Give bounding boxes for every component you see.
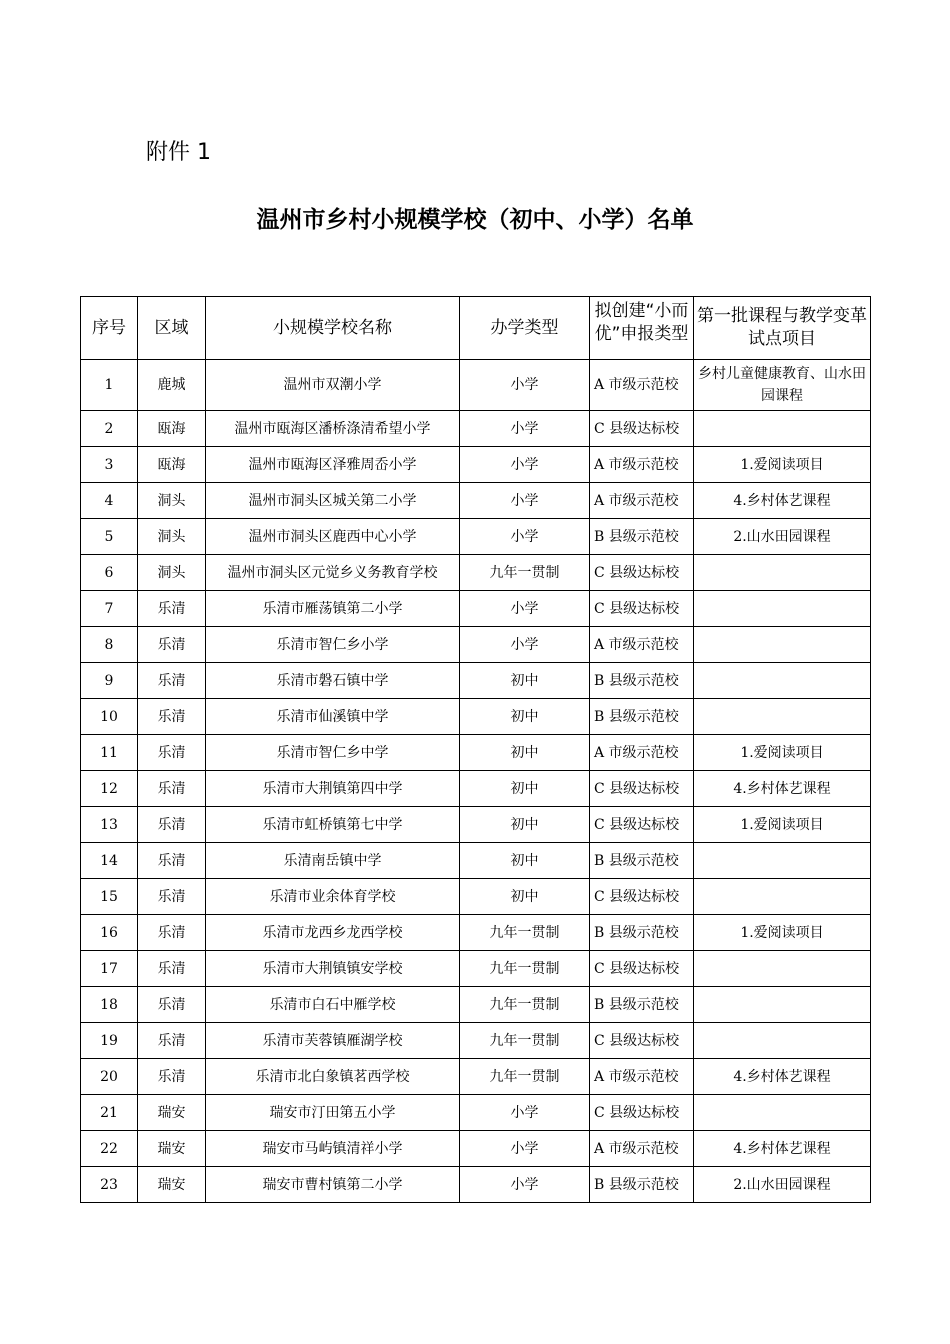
cell-school-name: 乐清市智仁乡中学 xyxy=(206,735,460,771)
cell-school-type: 九年一贯制 xyxy=(460,1023,590,1059)
cell-school-name: 瑞安市曹村镇第二小学 xyxy=(206,1167,460,1203)
cell-school-name: 乐清市仙溪镇中学 xyxy=(206,699,460,735)
cell-no: 14 xyxy=(81,843,138,879)
cell-school-name: 瑞安市马屿镇清祥小学 xyxy=(206,1131,460,1167)
cell-pilot-project: 1.爱阅读项目 xyxy=(694,915,871,951)
cell-pilot-project: 1.爱阅读项目 xyxy=(694,447,871,483)
cell-district: 乐清 xyxy=(138,843,206,879)
cell-school-type: 初中 xyxy=(460,843,590,879)
cell-pilot-project: 乡村儿童健康教育、山水田园课程 xyxy=(694,360,871,411)
cell-pilot-project xyxy=(694,591,871,627)
cell-proposed-type: B 县级示范校 xyxy=(590,843,694,879)
cell-no: 15 xyxy=(81,879,138,915)
cell-no: 13 xyxy=(81,807,138,843)
cell-no: 16 xyxy=(81,915,138,951)
cell-school-type: 小学 xyxy=(460,1131,590,1167)
cell-district: 乐清 xyxy=(138,879,206,915)
cell-school-type: 小学 xyxy=(460,411,590,447)
cell-school-type: 小学 xyxy=(460,519,590,555)
cell-proposed-type: C 县级达标校 xyxy=(590,951,694,987)
cell-school-name: 乐清市雁荡镇第二小学 xyxy=(206,591,460,627)
cell-pilot-project: 4.乡村体艺课程 xyxy=(694,1059,871,1095)
cell-proposed-type: C 县级达标校 xyxy=(590,1095,694,1131)
cell-pilot-project: 4.乡村体艺课程 xyxy=(694,771,871,807)
table-row xyxy=(81,591,871,627)
cell-no: 19 xyxy=(81,1023,138,1059)
cell-school-type: 小学 xyxy=(460,1167,590,1203)
cell-no: 18 xyxy=(81,987,138,1023)
cell-district: 乐清 xyxy=(138,951,206,987)
cell-school-name: 温州市瓯海区潘桥涤清希望小学 xyxy=(206,411,460,447)
cell-no: 10 xyxy=(81,699,138,735)
cell-no: 17 xyxy=(81,951,138,987)
cell-no: 2 xyxy=(81,411,138,447)
cell-school-type: 小学 xyxy=(460,627,590,663)
cell-school-name: 温州市洞头区城关第二小学 xyxy=(206,483,460,519)
cell-school-type: 九年一贯制 xyxy=(460,915,590,951)
cell-pilot-project: 4.乡村体艺课程 xyxy=(694,483,871,519)
cell-school-type: 小学 xyxy=(460,360,590,411)
cell-school-name: 乐清市大荆镇镇安学校 xyxy=(206,951,460,987)
cell-pilot-project: 4.乡村体艺课程 xyxy=(694,1131,871,1167)
cell-pilot-project xyxy=(694,699,871,735)
cell-pilot-project: 1.爱阅读项目 xyxy=(694,807,871,843)
cell-school-type: 初中 xyxy=(460,699,590,735)
table-row xyxy=(81,915,871,951)
cell-pilot-project: 1.爱阅读项目 xyxy=(694,735,871,771)
cell-district: 瑞安 xyxy=(138,1095,206,1131)
cell-proposed-type: B 县级示范校 xyxy=(590,915,694,951)
cell-school-type: 九年一贯制 xyxy=(460,951,590,987)
table-row xyxy=(81,483,871,519)
cell-district: 乐清 xyxy=(138,1023,206,1059)
cell-district: 瑞安 xyxy=(138,1131,206,1167)
cell-pilot-project xyxy=(694,663,871,699)
cell-proposed-type: B 县级示范校 xyxy=(590,1167,694,1203)
cell-school-name: 乐清市磐石镇中学 xyxy=(206,663,460,699)
table-row xyxy=(81,987,871,1023)
cell-pilot-project xyxy=(694,879,871,915)
header-no: 序号 xyxy=(81,297,138,360)
cell-school-name: 瑞安市汀田第五小学 xyxy=(206,1095,460,1131)
cell-proposed-type: A 市级示范校 xyxy=(590,1131,694,1167)
cell-pilot-project xyxy=(694,987,871,1023)
table-row xyxy=(81,1095,871,1131)
cell-proposed-type: B 县级示范校 xyxy=(590,663,694,699)
cell-district: 瓯海 xyxy=(138,411,206,447)
table-row xyxy=(81,555,871,591)
cell-district: 乐清 xyxy=(138,915,206,951)
cell-district: 鹿城 xyxy=(138,360,206,411)
cell-no: 5 xyxy=(81,519,138,555)
cell-pilot-project xyxy=(694,951,871,987)
table-row xyxy=(81,843,871,879)
cell-proposed-type: B 县级示范校 xyxy=(590,699,694,735)
table-row xyxy=(81,1023,871,1059)
cell-pilot-project xyxy=(694,555,871,591)
table-header-row xyxy=(81,297,871,360)
cell-district: 瓯海 xyxy=(138,447,206,483)
cell-proposed-type: A 市级示范校 xyxy=(590,360,694,411)
cell-district: 乐清 xyxy=(138,987,206,1023)
cell-district: 乐清 xyxy=(138,699,206,735)
cell-proposed-type: A 市级示范校 xyxy=(590,447,694,483)
attachment-label: 附件 1 xyxy=(146,140,211,165)
cell-school-type: 初中 xyxy=(460,663,590,699)
cell-no: 22 xyxy=(81,1131,138,1167)
cell-proposed-type: A 市级示范校 xyxy=(590,735,694,771)
cell-no: 11 xyxy=(81,735,138,771)
cell-district: 乐清 xyxy=(138,591,206,627)
cell-proposed-type: B 县级示范校 xyxy=(590,519,694,555)
cell-pilot-project xyxy=(694,843,871,879)
table-row xyxy=(81,1131,871,1167)
cell-district: 洞头 xyxy=(138,555,206,591)
cell-no: 12 xyxy=(81,771,138,807)
header-district: 区域 xyxy=(138,297,206,360)
cell-proposed-type: A 市级示范校 xyxy=(590,627,694,663)
cell-no: 8 xyxy=(81,627,138,663)
cell-proposed-type: C 县级达标校 xyxy=(590,771,694,807)
cell-no: 21 xyxy=(81,1095,138,1131)
table-row xyxy=(81,879,871,915)
cell-school-type: 小学 xyxy=(460,1095,590,1131)
cell-school-name: 温州市双潮小学 xyxy=(206,360,460,411)
cell-proposed-type: C 县级达标校 xyxy=(590,807,694,843)
cell-proposed-type: A 市级示范校 xyxy=(590,483,694,519)
table-row xyxy=(81,735,871,771)
cell-pilot-project xyxy=(694,1095,871,1131)
cell-school-type: 初中 xyxy=(460,771,590,807)
cell-no: 20 xyxy=(81,1059,138,1095)
cell-school-name: 乐清市芙蓉镇雁湖学校 xyxy=(206,1023,460,1059)
table-row xyxy=(81,627,871,663)
cell-school-type: 初中 xyxy=(460,879,590,915)
cell-pilot-project: 2.山水田园课程 xyxy=(694,519,871,555)
cell-no: 23 xyxy=(81,1167,138,1203)
cell-no: 1 xyxy=(81,360,138,411)
cell-school-type: 小学 xyxy=(460,447,590,483)
cell-school-name: 乐清南岳镇中学 xyxy=(206,843,460,879)
cell-no: 9 xyxy=(81,663,138,699)
school-list-table xyxy=(80,296,871,1203)
cell-school-name: 乐清市大荆镇第四中学 xyxy=(206,771,460,807)
cell-no: 7 xyxy=(81,591,138,627)
cell-school-type: 九年一贯制 xyxy=(460,555,590,591)
cell-school-type: 九年一贯制 xyxy=(460,987,590,1023)
cell-proposed-type: B 县级示范校 xyxy=(590,987,694,1023)
cell-school-type: 九年一贯制 xyxy=(460,1059,590,1095)
cell-school-type: 小学 xyxy=(460,591,590,627)
header-school-name: 小规模学校名称 xyxy=(206,297,460,360)
cell-pilot-project: 2.山水田园课程 xyxy=(694,1167,871,1203)
cell-school-name: 乐清市虹桥镇第七中学 xyxy=(206,807,460,843)
document-title: 温州市乡村小规模学校（初中、小学）名单 xyxy=(256,206,694,233)
cell-proposed-type: C 县级达标校 xyxy=(590,591,694,627)
table-row xyxy=(81,699,871,735)
cell-district: 乐清 xyxy=(138,627,206,663)
cell-school-type: 初中 xyxy=(460,807,590,843)
cell-pilot-project xyxy=(694,627,871,663)
cell-proposed-type: C 县级达标校 xyxy=(590,1023,694,1059)
table-row xyxy=(81,360,871,411)
cell-district: 洞头 xyxy=(138,483,206,519)
cell-proposed-type: A 市级示范校 xyxy=(590,1059,694,1095)
cell-school-name: 温州市洞头区鹿西中心小学 xyxy=(206,519,460,555)
cell-district: 乐清 xyxy=(138,771,206,807)
cell-no: 4 xyxy=(81,483,138,519)
cell-no: 6 xyxy=(81,555,138,591)
header-pilot-project: 第一批课程与教学变革试点项目 xyxy=(694,297,871,360)
cell-school-name: 乐清市白石中雁学校 xyxy=(206,987,460,1023)
table-row xyxy=(81,807,871,843)
cell-school-name: 温州市洞头区元觉乡义务教育学校 xyxy=(206,555,460,591)
cell-school-name: 乐清市北白象镇茗西学校 xyxy=(206,1059,460,1095)
cell-district: 瑞安 xyxy=(138,1167,206,1203)
cell-school-name: 温州市瓯海区泽雅周岙小学 xyxy=(206,447,460,483)
cell-school-type: 小学 xyxy=(460,483,590,519)
cell-district: 乐清 xyxy=(138,663,206,699)
table-row xyxy=(81,1059,871,1095)
table-body xyxy=(81,360,871,1203)
cell-proposed-type: C 县级达标校 xyxy=(590,411,694,447)
table-row xyxy=(81,951,871,987)
cell-school-name: 乐清市龙西乡龙西学校 xyxy=(206,915,460,951)
cell-district: 乐清 xyxy=(138,807,206,843)
cell-pilot-project xyxy=(694,1023,871,1059)
table-row xyxy=(81,771,871,807)
header-school-type: 办学类型 xyxy=(460,297,590,360)
header-proposed-type: 拟创建“小而优”申报类型 xyxy=(590,297,694,360)
table-row xyxy=(81,663,871,699)
cell-district: 乐清 xyxy=(138,1059,206,1095)
table-row xyxy=(81,519,871,555)
table-row xyxy=(81,1167,871,1203)
cell-district: 洞头 xyxy=(138,519,206,555)
cell-school-name: 乐清市业余体育学校 xyxy=(206,879,460,915)
cell-district: 乐清 xyxy=(138,735,206,771)
cell-proposed-type: C 县级达标校 xyxy=(590,555,694,591)
cell-school-type: 初中 xyxy=(460,735,590,771)
table-row xyxy=(81,447,871,483)
table-row xyxy=(81,411,871,447)
cell-proposed-type: C 县级达标校 xyxy=(590,879,694,915)
cell-school-name: 乐清市智仁乡小学 xyxy=(206,627,460,663)
cell-no: 3 xyxy=(81,447,138,483)
cell-pilot-project xyxy=(694,411,871,447)
